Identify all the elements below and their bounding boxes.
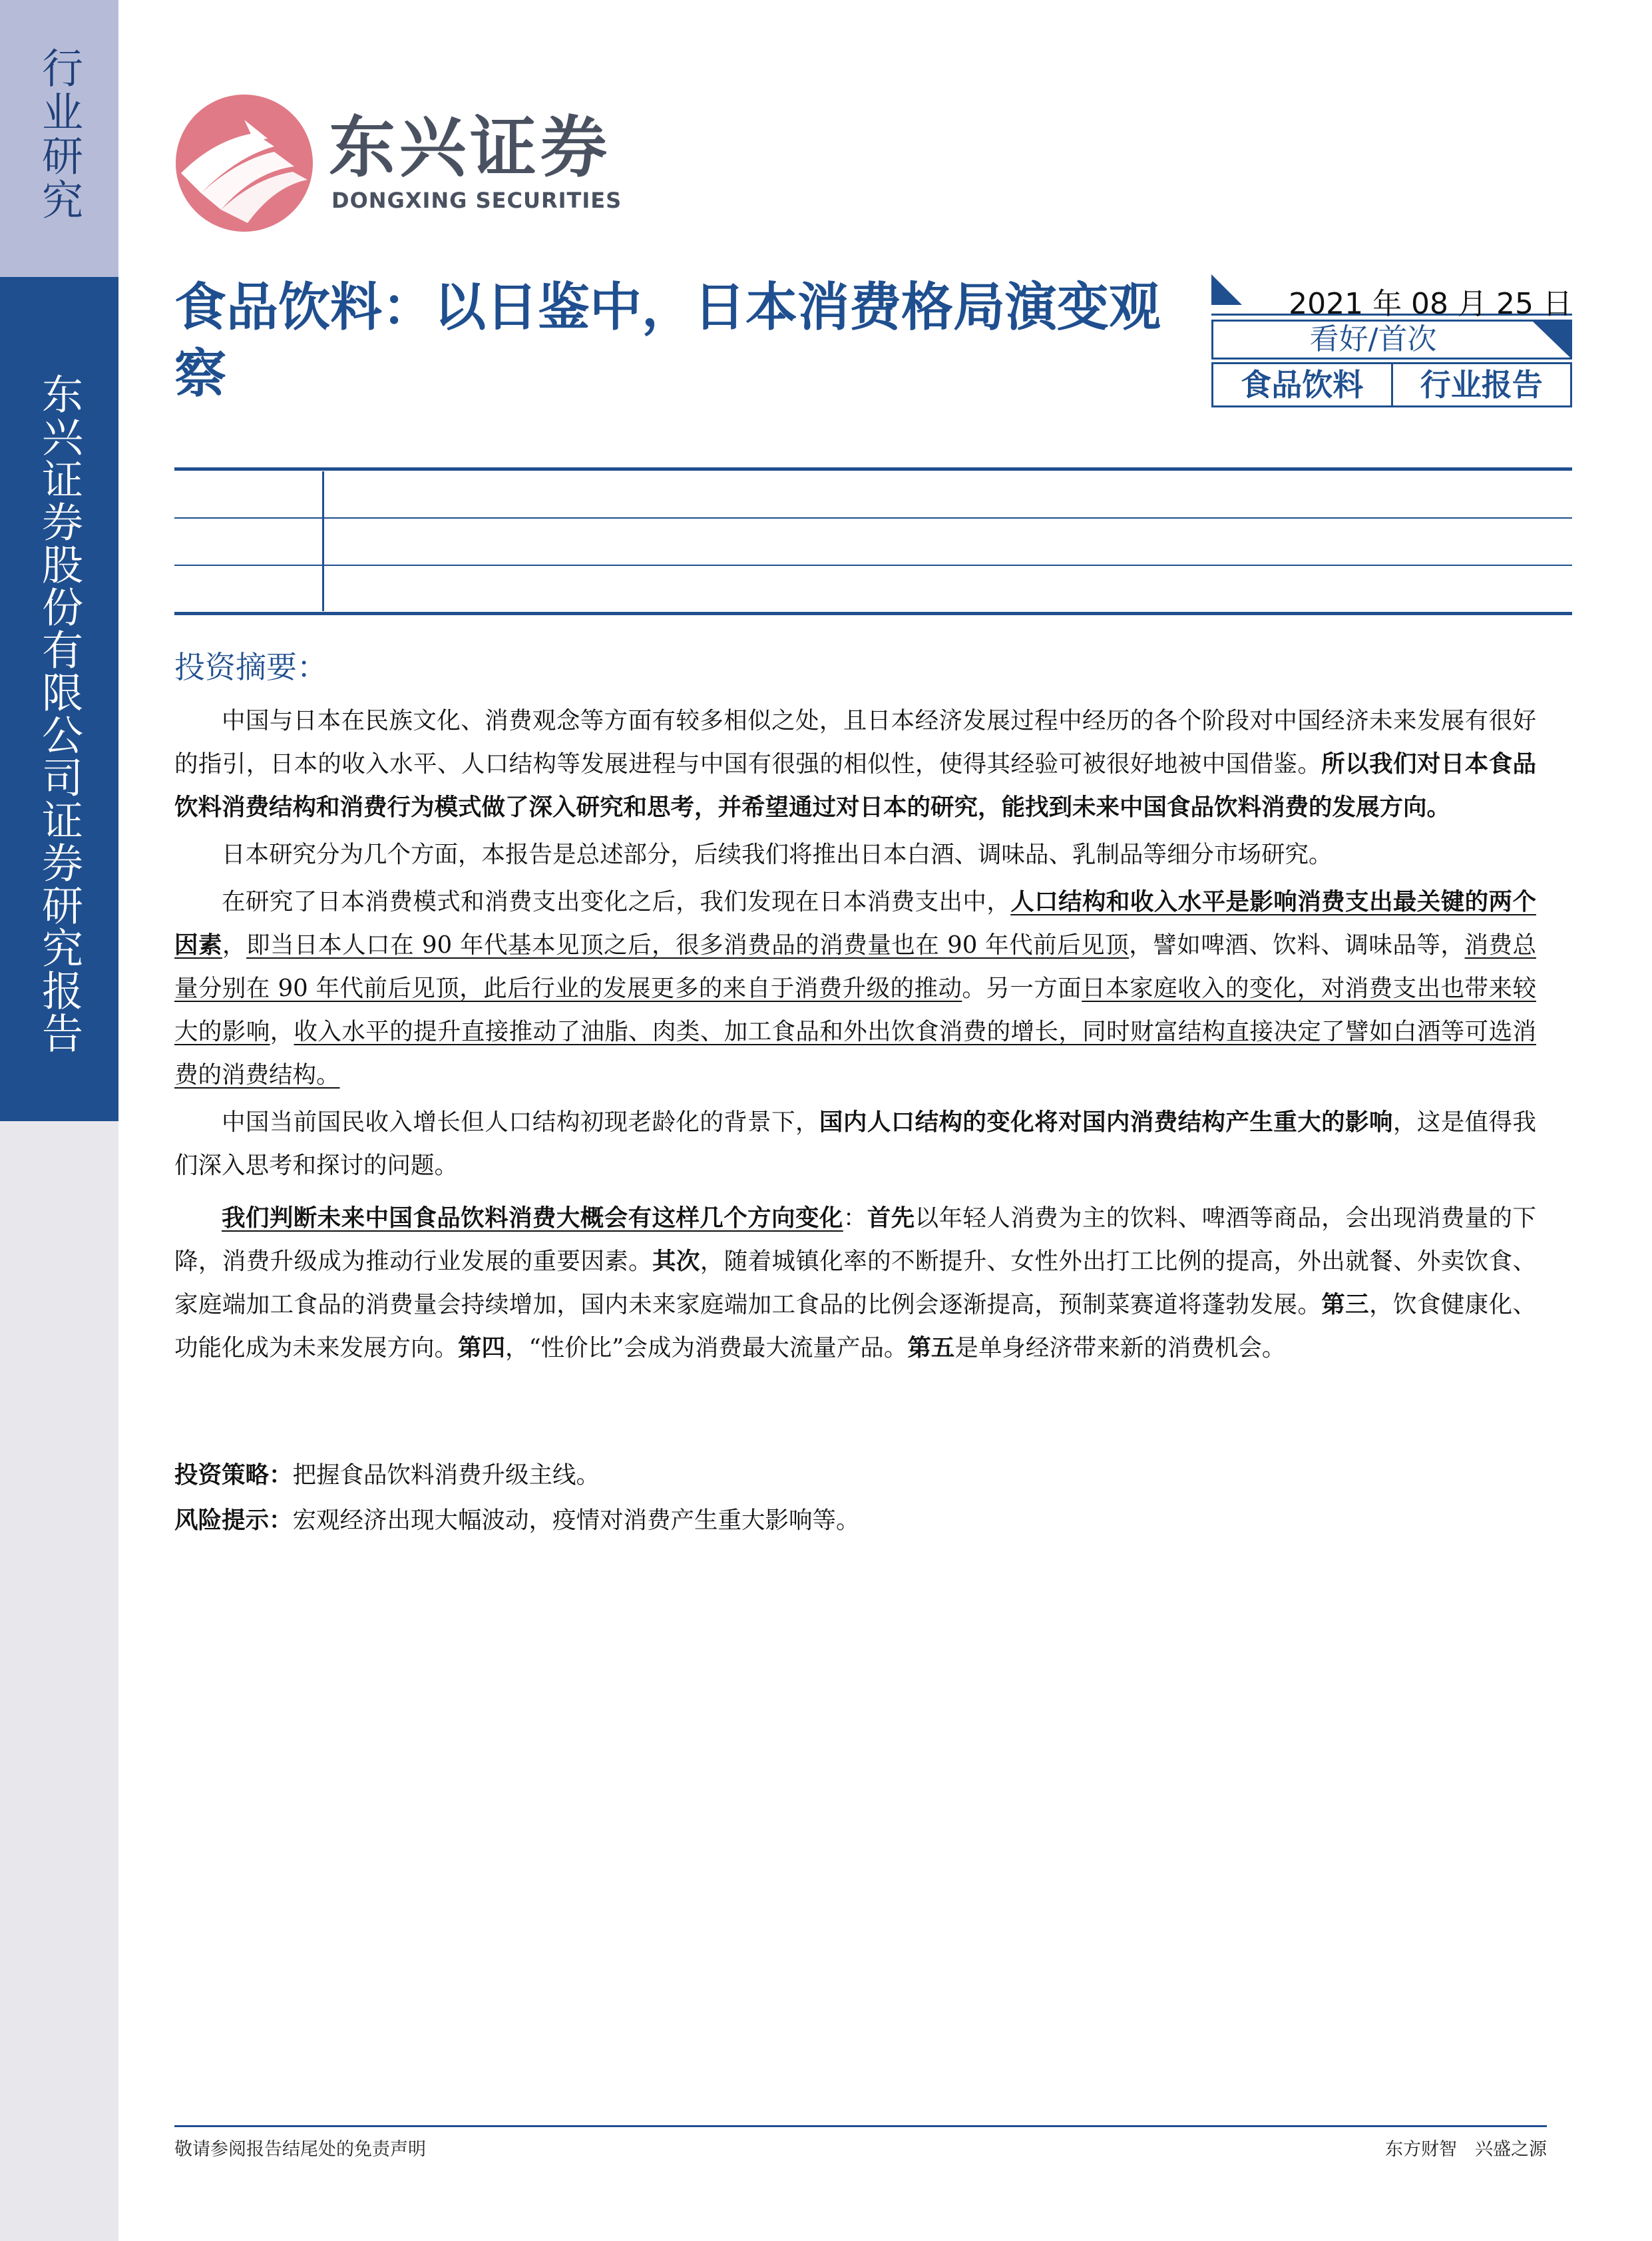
table-divider	[322, 471, 324, 611]
industry-tag: 食品饮料	[1241, 367, 1364, 403]
tag-row	[1211, 362, 1572, 407]
footer-disclaimer-note: 敬请参阅报告结尾处的免责声明	[174, 2139, 426, 2160]
summary-heading: 投资摘要：	[174, 649, 327, 685]
company-logo	[174, 93, 640, 240]
rating-label: 看好/首次	[1309, 322, 1437, 356]
report-type-tag: 行业报告	[1391, 364, 1571, 405]
summary-text: ，	[222, 931, 247, 959]
table-rule	[174, 517, 1572, 519]
summary-text: 。另一方面	[962, 975, 1082, 1002]
strategy-label: 投资策略：	[174, 1461, 293, 1489]
risk-warning	[174, 1498, 1536, 1543]
summary-text: 是单身经济带来新的消费机会。	[954, 1334, 1286, 1362]
logo-mark-icon	[174, 93, 314, 233]
summary-paragraph	[174, 699, 1536, 829]
summary-text: 在研究了日本消费模式和消费支出变化之后，我们发现在日本消费支出中，	[222, 888, 1011, 915]
table-rule	[174, 612, 1572, 615]
summary-bold-underlined-text: 我们判断未来中国食品饮料消费大概会有这样几个方向变化	[222, 1204, 843, 1232]
corner-triangle-icon	[1211, 274, 1242, 305]
summary-text: ，随着城镇化率的不断提升、女性外出打工比例的提高，外出就餐、外卖饮食、家庭端加工食品的消费量会持续增加，国内未来家庭端加工食品的比例会逐渐提高，预制菜赛道将蓬勃发展。	[174, 1248, 1536, 1318]
logo-name-cn: 东兴证券	[329, 109, 611, 186]
table-rule	[174, 565, 1572, 566]
summary-underlined-text: 消费总量分别在 90 年代前后见顶，此后行业的发展更多的来自于消费升级的推动	[174, 931, 1536, 1002]
summary-text: 日本研究分为几个方面，本报告是总述部分，后续我们将推出日本白酒、调味品、乳制品等细分市场研究。	[222, 841, 1333, 868]
risk-text: 宏观经济出现大幅波动，疫情对消费产生重大影响等。	[292, 1507, 860, 1534]
summary-bold-text: 所以我们对日本食品饮料消费结构和消费行为模式做了深入研究和思考，并希望通过对日本的研究，能找到未来中国食品饮料消费的发展方向。	[174, 750, 1536, 821]
summary-text: ，这是值得我们深入思考和探讨的问题。	[174, 1109, 1536, 1179]
date-row	[1211, 274, 1572, 321]
summary-paragraph	[174, 880, 1536, 1097]
summary-bold-text: 第三	[1321, 1291, 1370, 1318]
summary-text: ，	[270, 1018, 294, 1045]
logo-name-en: DONGXING SECURITIES	[331, 188, 622, 213]
report-title: 食品饮料：以日鉴中，日本消费格局演变观察	[174, 278, 1161, 404]
footer-slogan: 东方财智 兴盛之源	[1385, 2139, 1547, 2160]
summary-paragraph	[174, 1196, 1536, 1370]
report-info-box	[1211, 274, 1572, 407]
summary-bold-text: 国内人口结构的变化将对国内消费结构产生重大的影响	[819, 1109, 1393, 1136]
summary-text: 以年轻人消费为主的饮料、啤酒等商品，会出现消费量的下降，消费升级成为推动行业发展的重要因素。	[174, 1204, 1536, 1275]
summary-underlined-text: 收入水平的提升直接推动了油脂、肉类、加工食品和外出饮食消费的增长，同时财富结构直接决定了譬如白酒等可选消费的消费结构。	[174, 1018, 1536, 1089]
summary-underlined-text: 即当日本人口在 90 年代基本见顶之后，很多消费品的消费量也在 90 年代前后见顶	[246, 931, 1130, 959]
summary-text: 中国当前国民收入增长但人口结构初现老龄化的背景下，	[222, 1109, 819, 1136]
corner-triangle-icon	[1533, 322, 1570, 358]
sidebar-company-label: 东兴证券股份有限公司证券研究报告	[35, 373, 84, 1055]
analyst-table	[174, 467, 1572, 615]
summary-text: 中国与日本在民族文化、消费观念等方面有较多相似之处，且日本经济发展过程中经历的各个阶段对中国经济未来发展有很好的指引，日本的收入水平、人口结构等发展进程与中国有很强的相似性，使得其经验可被很好地被中国借鉴。	[174, 707, 1536, 778]
summary-bold-text: 第四	[458, 1334, 506, 1362]
strategy-text: 把握食品饮料消费升级主线。	[292, 1461, 600, 1489]
sidebar-category-label: 行业研究	[35, 47, 84, 222]
summary-underlined-text: 日本家庭收入的变化，对消费支出也带来较大的影响	[174, 975, 1536, 1045]
summary-bold-text: 首先	[867, 1204, 915, 1232]
strategy-and-risk	[174, 1453, 1536, 1543]
summary-text: ，“性价比”会成为消费最大流量产品。	[505, 1334, 908, 1362]
summary-text: ：	[843, 1204, 867, 1232]
risk-label: 风险提示：	[174, 1507, 293, 1534]
summary-paragraph	[174, 833, 1536, 876]
table-rule	[174, 467, 1572, 471]
summary-bold-text: 第五	[907, 1334, 955, 1362]
rating-row	[1211, 320, 1572, 360]
summary-text: ，饮食健康化、功能化成为未来发展方向。	[174, 1291, 1536, 1362]
footer-rule	[174, 2125, 1547, 2127]
sidebar	[0, 0, 118, 2241]
summary-bold-underlined-text: 人口结构和收入水平是影响消费支出最关键的两个因素	[174, 888, 1536, 959]
report-date: 2021 年 08 月 25 日	[1289, 287, 1572, 321]
investment-strategy	[174, 1453, 1536, 1498]
summary-bold-text: 其次	[652, 1248, 700, 1275]
summary-text: ，譬如啤酒、饮料、调味品等，	[1129, 931, 1465, 959]
summary-paragraph	[174, 1101, 1536, 1187]
investment-summary	[174, 699, 1536, 1373]
